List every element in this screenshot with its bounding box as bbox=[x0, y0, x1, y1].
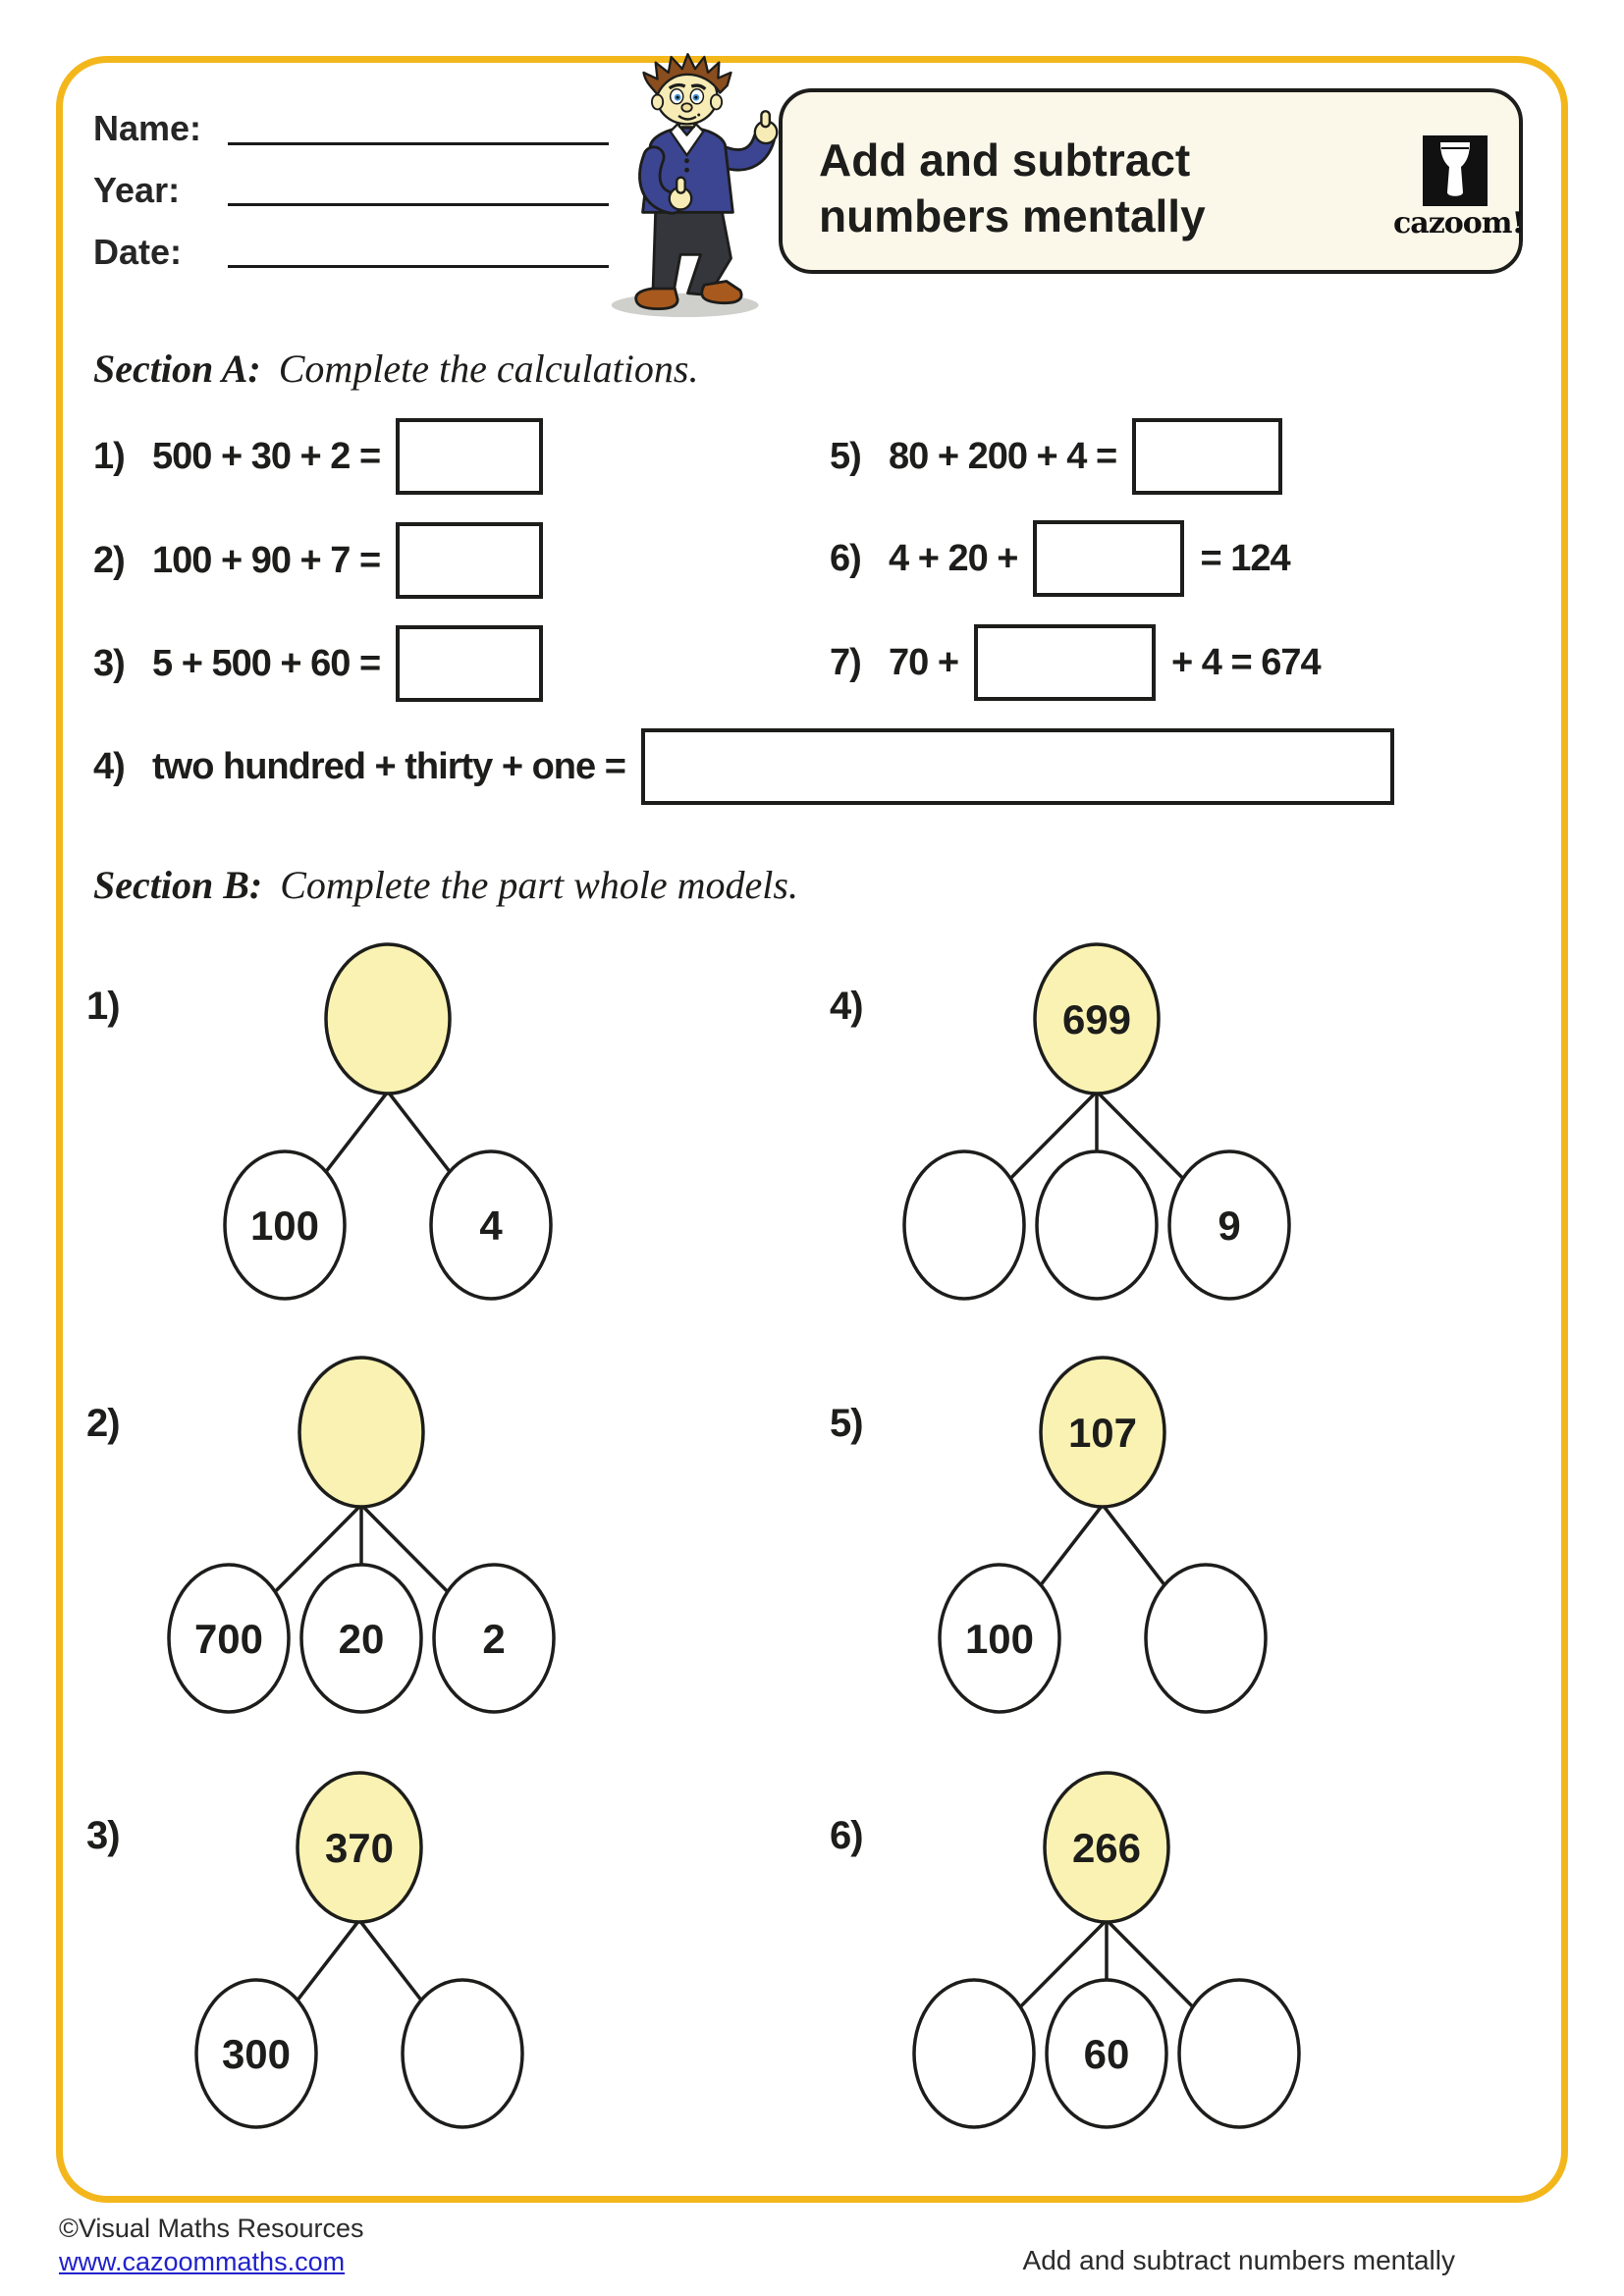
part-circle[interactable] bbox=[914, 1980, 1034, 2127]
question-row bbox=[830, 622, 1321, 703]
part-value: 4 bbox=[479, 1202, 503, 1250]
date-label: Date: bbox=[93, 232, 183, 272]
part-value: 60 bbox=[1083, 2031, 1130, 2078]
answer-box[interactable] bbox=[1033, 520, 1184, 597]
question-row bbox=[830, 416, 1282, 497]
question-text: 80 + 200 + 4 = bbox=[889, 435, 1117, 477]
part-whole-model bbox=[846, 1769, 1367, 2162]
name-label: Name: bbox=[93, 108, 202, 148]
question-text: 100 + 90 + 7 = bbox=[152, 539, 381, 581]
question-number: 7) bbox=[830, 641, 861, 683]
question-number: 6) bbox=[830, 537, 861, 579]
answer-box[interactable] bbox=[396, 522, 543, 599]
question-number: 5) bbox=[830, 435, 861, 477]
answer-box[interactable] bbox=[641, 728, 1394, 805]
whole-circle[interactable] bbox=[326, 944, 450, 1094]
part-value: 300 bbox=[221, 2031, 292, 2078]
whole-value: 266 bbox=[1071, 1825, 1142, 1872]
whole-value: 107 bbox=[1067, 1410, 1138, 1457]
answer-box[interactable] bbox=[974, 624, 1156, 701]
part-value: 20 bbox=[338, 1616, 385, 1663]
question-text: = 124 bbox=[1200, 537, 1290, 579]
section-b-heading-label: Section B: bbox=[93, 863, 263, 907]
section-a-heading-label: Section A: bbox=[93, 347, 261, 391]
whole-circle[interactable] bbox=[299, 1358, 423, 1507]
part-whole-model bbox=[128, 940, 648, 1333]
question-row bbox=[93, 726, 1394, 807]
question-text: 5 + 500 + 60 = bbox=[152, 642, 381, 684]
question-row bbox=[93, 416, 543, 497]
worksheet-title-box bbox=[779, 88, 1523, 274]
part-circle[interactable] bbox=[1146, 1565, 1266, 1712]
part-circle[interactable] bbox=[1037, 1151, 1157, 1299]
answer-box[interactable] bbox=[1132, 418, 1282, 495]
question-row bbox=[93, 623, 543, 704]
cazoom-drum-logo-icon bbox=[1423, 135, 1488, 206]
part-whole-model bbox=[842, 1354, 1363, 1746]
mascot-boy-icon bbox=[593, 51, 782, 324]
question-number: 2) bbox=[93, 539, 125, 581]
model-number: 5) bbox=[830, 1402, 863, 1445]
model-number: 3) bbox=[86, 1814, 120, 1857]
section-b-heading bbox=[93, 862, 798, 908]
part-whole-model bbox=[99, 1769, 620, 2162]
section-a-instruction: Complete the calculations. bbox=[278, 347, 699, 391]
section-a-heading bbox=[93, 346, 698, 392]
model-number: 2) bbox=[86, 1402, 120, 1445]
model-number: 1) bbox=[86, 985, 120, 1028]
part-value: 9 bbox=[1218, 1202, 1241, 1250]
footer-worksheet-title: Add and subtract numbers mentally bbox=[1022, 2245, 1455, 2275]
model-number: 4) bbox=[830, 985, 863, 1028]
part-circle[interactable] bbox=[403, 1980, 522, 2127]
year-label: Year: bbox=[93, 170, 181, 210]
answer-box[interactable] bbox=[396, 625, 543, 702]
part-value: 700 bbox=[193, 1616, 264, 1663]
question-number: 1) bbox=[93, 435, 125, 477]
worksheet-title-line2: numbers mentally bbox=[819, 190, 1206, 241]
part-value: 2 bbox=[482, 1616, 506, 1663]
date-input-line[interactable] bbox=[228, 265, 609, 268]
year-input-line[interactable] bbox=[228, 203, 609, 206]
part-whole-model bbox=[101, 1354, 622, 1746]
question-text: + 4 = 674 bbox=[1171, 641, 1321, 683]
whole-value: 699 bbox=[1061, 996, 1132, 1043]
section-b-instruction: Complete the part whole models. bbox=[280, 863, 798, 907]
question-text: 4 + 20 + bbox=[889, 537, 1018, 579]
cazoom-logo-text: cazoom! bbox=[1393, 206, 1524, 240]
question-text: 70 + bbox=[889, 641, 959, 683]
part-whole-model bbox=[837, 940, 1357, 1333]
question-row bbox=[93, 520, 543, 601]
footer-copyright: ©Visual Maths Resources bbox=[59, 2214, 364, 2243]
worksheet-title-line1: Add and subtract bbox=[819, 134, 1191, 186]
part-circle[interactable] bbox=[1179, 1980, 1299, 2127]
part-value: 100 bbox=[249, 1202, 320, 1250]
answer-box[interactable] bbox=[396, 418, 543, 495]
name-input-line[interactable] bbox=[228, 142, 609, 145]
part-value: 100 bbox=[964, 1616, 1035, 1663]
question-number: 4) bbox=[93, 745, 125, 787]
question-text: two hundred + thirty + one = bbox=[152, 745, 625, 787]
model-number: 6) bbox=[830, 1814, 863, 1857]
question-number: 3) bbox=[93, 642, 125, 684]
footer-website-link[interactable]: www.cazoommaths.com bbox=[59, 2247, 346, 2276]
part-circle[interactable] bbox=[904, 1151, 1024, 1299]
question-row bbox=[830, 518, 1290, 599]
question-text: 500 + 30 + 2 = bbox=[152, 435, 381, 477]
whole-value: 370 bbox=[324, 1825, 395, 1872]
